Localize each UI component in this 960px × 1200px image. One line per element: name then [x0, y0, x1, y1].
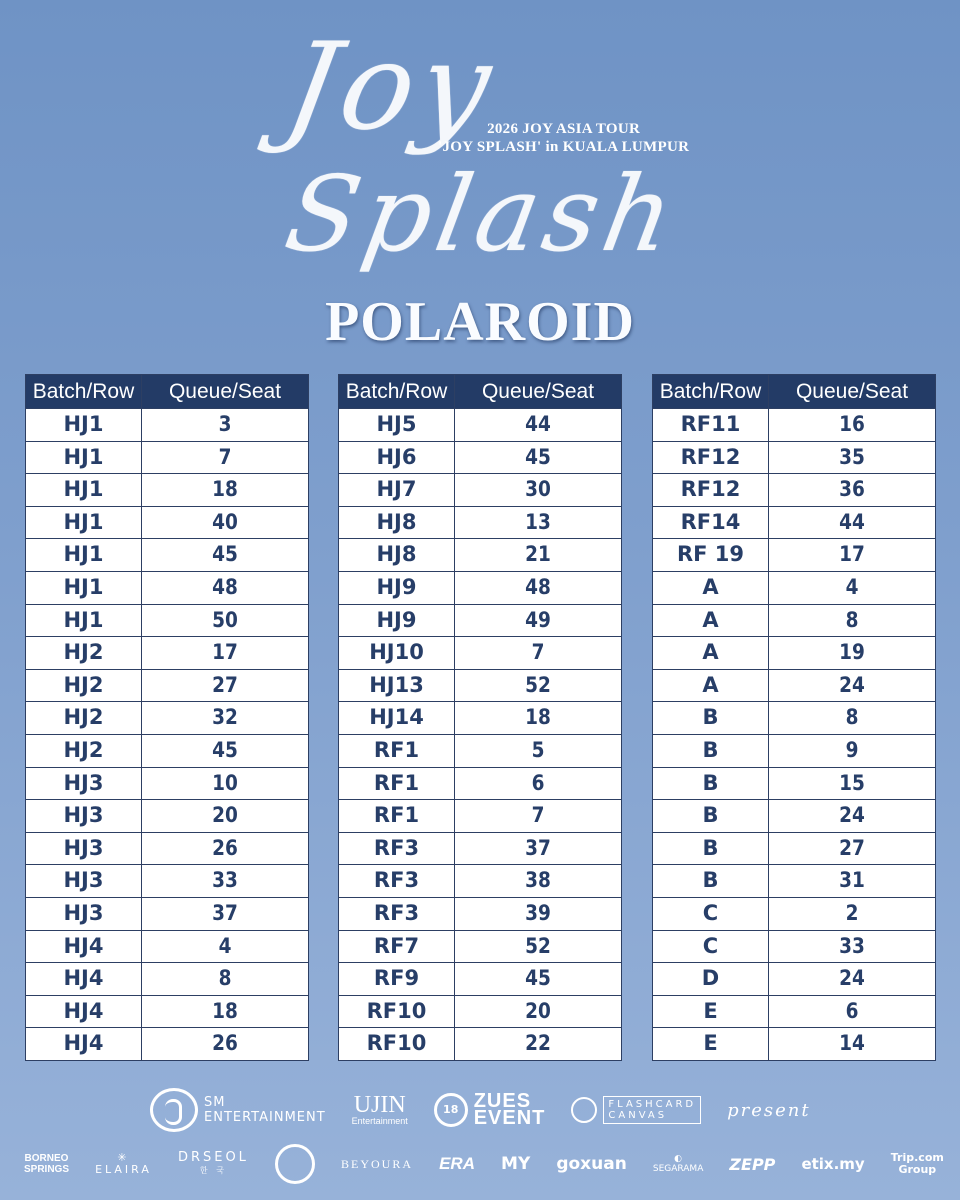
batch-row-cell: HJ9	[339, 572, 455, 604]
queue-seat-cell: 3	[218, 412, 232, 436]
table-row	[653, 734, 935, 767]
queue-seat-cell: 45	[525, 444, 551, 469]
queue-seat-cell: 16	[839, 412, 865, 436]
queue-seat-cell: 18	[212, 998, 238, 1023]
queue-seat-header: Queue/Seat	[795, 380, 909, 403]
sponsor-row-1	[150, 1082, 830, 1138]
borneo-line-1: BORNEO	[24, 1153, 69, 1164]
drseol-logo	[178, 1151, 249, 1177]
queue-seat-cell: 52	[525, 672, 551, 697]
batch-row-cell: RF1	[339, 800, 455, 832]
batch-row-cell: HJ1	[26, 442, 142, 474]
tour-line-2: 'JOY SPLASH' in KUALA LUMPUR	[438, 139, 690, 155]
table-row	[26, 408, 308, 441]
borneo-line-2: SPRINGS	[24, 1164, 70, 1175]
queue-seat-cell: 45	[525, 966, 551, 991]
table-row	[26, 669, 308, 702]
trip-line-1: Trip.com	[890, 1151, 944, 1164]
table-body	[26, 408, 308, 1060]
queue-seat-cell: 8	[218, 966, 232, 991]
batch-row-cell: HJ1	[26, 572, 142, 604]
flash-line-2: CANVAS	[608, 1110, 668, 1121]
batch-row-cell: HJ10	[339, 637, 455, 669]
table-row	[26, 832, 308, 865]
ujin-text: UJIN	[353, 1092, 406, 1118]
sm-icon	[150, 1088, 198, 1132]
batch-row-cell: B	[653, 800, 769, 832]
page-title: POLAROID	[325, 291, 635, 353]
table-row	[26, 538, 308, 571]
queue-seat-cell: 7	[218, 444, 232, 469]
batch-row-cell: C	[653, 931, 769, 963]
batch-row-cell: RF3	[339, 865, 455, 897]
joy-logo-text: Joy	[275, 18, 507, 157]
queue-seat-cell: 48	[212, 574, 238, 599]
table-row	[26, 995, 308, 1028]
batch-row-cell: RF10	[339, 996, 455, 1028]
table-row	[339, 897, 621, 930]
batch-row-cell: HJ2	[26, 670, 142, 702]
table-row	[339, 832, 621, 865]
borneo-springs-logo	[24, 1153, 69, 1175]
queue-seat-cell: 37	[525, 835, 551, 860]
queue-seat-cell: 27	[212, 672, 238, 697]
table-body	[653, 408, 935, 1060]
queue-seat-cell: 2	[845, 900, 859, 925]
drseol-subtext: 한 국	[199, 1166, 227, 1175]
batch-row-cell: HJ3	[26, 833, 142, 865]
table-row	[339, 441, 621, 474]
tour-subtitle	[438, 120, 689, 156]
zues-event-logo	[434, 1090, 546, 1129]
queue-seat-cell: 6	[845, 998, 859, 1023]
batch-row-cell: HJ8	[339, 539, 455, 571]
table-row	[653, 701, 935, 734]
splash-logo-text: Splash	[277, 153, 689, 275]
flame-icon	[571, 1097, 597, 1123]
table-row	[26, 930, 308, 963]
queue-seat-cell: 52	[525, 933, 551, 958]
batch-row-cell: A	[653, 605, 769, 637]
queue-seat-cell: 24	[839, 803, 865, 828]
table-row	[339, 767, 621, 800]
batch-row-cell: HJ2	[26, 735, 142, 767]
batch-row-cell: RF1	[339, 735, 455, 767]
batch-row-cell: HJ3	[26, 898, 142, 930]
table-row	[339, 864, 621, 897]
table-row	[653, 636, 935, 669]
queue-seat-cell: 44	[525, 412, 551, 436]
table-row	[26, 701, 308, 734]
queue-seat-cell: 17	[212, 640, 238, 665]
queue-seat-cell: 14	[839, 1031, 865, 1056]
my-logo: MY	[501, 1154, 531, 1174]
batch-row-cell: RF12	[653, 474, 769, 506]
queue-seat-cell: 5	[531, 737, 545, 762]
table-row	[26, 799, 308, 832]
batch-row-header: Batch/Row	[339, 375, 455, 408]
table-row	[339, 995, 621, 1028]
queue-seat-cell: 9	[845, 737, 859, 762]
table-row	[26, 767, 308, 800]
table-row	[339, 473, 621, 506]
queue-seat-cell: 8	[845, 705, 859, 730]
queue-seat-cell: 4	[845, 574, 859, 599]
table-row	[653, 767, 935, 800]
batch-row-cell: HJ1	[26, 539, 142, 571]
batch-row-cell: D	[653, 963, 769, 995]
table-row	[653, 799, 935, 832]
queue-seat-cell: 18	[212, 477, 238, 502]
table-row	[653, 571, 935, 604]
batch-row-cell: HJ4	[26, 1028, 142, 1060]
table-row	[339, 571, 621, 604]
queue-seat-cell: 20	[525, 998, 551, 1023]
sega-text: SEGARAMA	[652, 1164, 704, 1174]
table-row	[339, 604, 621, 637]
batch-row-cell: HJ2	[26, 637, 142, 669]
era-logo: ERA	[439, 1154, 475, 1173]
batch-row-cell: HJ4	[26, 963, 142, 995]
zues-line-1: ZUES	[473, 1090, 532, 1112]
present-text: present	[727, 1099, 811, 1121]
queue-seat-header: Queue/Seat	[168, 380, 282, 403]
table-row	[339, 962, 621, 995]
table-header	[26, 375, 308, 408]
elaira-logo: ✳ ELAIRA	[95, 1151, 152, 1176]
queue-seat-cell: 26	[212, 835, 238, 860]
table-row	[339, 930, 621, 963]
batch-row-cell: RF10	[339, 1028, 455, 1060]
ujin-subtext: Entertainment	[351, 1116, 408, 1126]
table-row	[653, 1027, 935, 1060]
table-row	[339, 1027, 621, 1060]
batch-row-cell: A	[653, 670, 769, 702]
queue-seat-cell: 33	[212, 868, 238, 893]
queue-seat-cell: 7	[531, 640, 545, 665]
batch-row-cell: HJ4	[26, 931, 142, 963]
zepp-logo: ZEPP	[729, 1154, 776, 1174]
queue-seat-cell: 33	[839, 933, 865, 958]
tour-line-1: 2026 JOY ASIA TOUR	[487, 121, 641, 137]
queue-seat-cell: 19	[839, 640, 865, 665]
table-row	[26, 506, 308, 539]
queue-seat-cell: 10	[212, 770, 238, 795]
sm-line-2: ENTERTAINMENT	[204, 1110, 326, 1125]
table-row	[339, 734, 621, 767]
table-row	[653, 604, 935, 637]
flashcard-canvas-logo	[571, 1096, 701, 1124]
batch-row-cell: HJ1	[26, 507, 142, 539]
batch-row-cell: RF3	[339, 833, 455, 865]
ujin-logo	[352, 1094, 408, 1126]
table-row	[653, 506, 935, 539]
table-row	[339, 669, 621, 702]
queue-seat-cell: 7	[531, 803, 545, 828]
queue-seat-cell: 49	[525, 607, 551, 632]
queue-seat-header: Queue/Seat	[481, 380, 595, 403]
queue-seat-cell: 38	[525, 868, 551, 893]
table-row	[339, 538, 621, 571]
batch-row-cell: HJ7	[339, 474, 455, 506]
queue-seat-cell: 24	[839, 966, 865, 991]
queue-seat-cell: 31	[839, 868, 865, 893]
table-row	[653, 408, 935, 441]
queue-seat-cell: 4	[218, 933, 232, 958]
queue-seat-cell: 8	[845, 607, 859, 632]
batch-row-cell: HJ2	[26, 702, 142, 734]
queue-seat-cell: 13	[525, 509, 551, 534]
sm-entertainment-logo	[150, 1088, 326, 1132]
queue-seat-cell: 37	[212, 900, 238, 925]
batch-row-header: Batch/Row	[26, 375, 142, 408]
emblem-icon	[275, 1144, 315, 1184]
goxuan-logo: goxuan	[556, 1154, 627, 1174]
table-row	[26, 962, 308, 995]
queue-seat-cell: 50	[212, 607, 238, 632]
trip-line-2: Group	[898, 1163, 937, 1176]
batch-row-cell: B	[653, 702, 769, 734]
sponsor-row-2	[24, 1142, 944, 1186]
table-row	[339, 408, 621, 441]
polaroid-table-2	[338, 374, 622, 1061]
table-row	[653, 538, 935, 571]
batch-row-cell: E	[653, 996, 769, 1028]
batch-row-cell: A	[653, 572, 769, 604]
batch-row-cell: HJ1	[26, 474, 142, 506]
batch-row-cell: HJ6	[339, 442, 455, 474]
table-row	[339, 506, 621, 539]
table-row	[26, 734, 308, 767]
queue-seat-cell: 44	[839, 509, 865, 534]
queue-seat-cell: 39	[525, 900, 551, 925]
queue-seat-cell: 22	[525, 1031, 551, 1056]
batch-row-cell: HJ3	[26, 768, 142, 800]
segarama-logo: ◐ SEGARAMA	[652, 1154, 704, 1174]
table-row	[653, 864, 935, 897]
drseol-text: DRSEOL	[177, 1150, 249, 1165]
queue-seat-cell: 21	[525, 542, 551, 567]
batch-row-cell: RF11	[653, 409, 769, 441]
batch-row-cell: B	[653, 833, 769, 865]
queue-seat-cell: 32	[212, 705, 238, 730]
batch-row-cell: HJ1	[26, 409, 142, 441]
batch-row-cell: HJ5	[339, 409, 455, 441]
queue-seat-cell: 27	[839, 835, 865, 860]
polaroid-table-1	[25, 374, 309, 1061]
batch-row-cell: HJ1	[26, 605, 142, 637]
table-row	[653, 473, 935, 506]
queue-seat-cell: 40	[212, 509, 238, 534]
table-row	[26, 473, 308, 506]
queue-seat-cell: 30	[525, 477, 551, 502]
table-row	[26, 441, 308, 474]
queue-seat-cell: 15	[839, 770, 865, 795]
queue-seat-cell: 36	[839, 477, 865, 502]
sm-line-1: SM	[204, 1095, 226, 1110]
table-row	[653, 832, 935, 865]
batch-row-cell: HJ14	[339, 702, 455, 734]
batch-row-cell: B	[653, 768, 769, 800]
batch-row-cell: HJ8	[339, 507, 455, 539]
table-row	[26, 604, 308, 637]
calendar-icon: 18	[434, 1093, 468, 1127]
batch-row-cell: RF9	[339, 963, 455, 995]
table-row	[653, 995, 935, 1028]
flash-line-1: FLASHCARD	[608, 1099, 697, 1110]
queue-seat-cell: 20	[212, 803, 238, 828]
table-row	[26, 864, 308, 897]
batch-row-cell: RF3	[339, 898, 455, 930]
queue-seat-cell: 18	[525, 705, 551, 730]
queue-seat-cell: 48	[525, 574, 551, 599]
batch-row-cell: HJ13	[339, 670, 455, 702]
table-header	[653, 375, 935, 408]
table-row	[26, 636, 308, 669]
batch-row-cell: HJ4	[26, 996, 142, 1028]
etix-logo: etix.my	[801, 1155, 865, 1173]
table-row	[653, 962, 935, 995]
batch-row-cell: RF1	[339, 768, 455, 800]
batch-row-cell: RF7	[339, 931, 455, 963]
queue-seat-cell: 45	[212, 737, 238, 762]
trip-com-logo	[891, 1152, 944, 1176]
queue-seat-cell: 24	[839, 672, 865, 697]
queue-seat-cell: 26	[212, 1031, 238, 1056]
beyoura-logo: BEYOURA	[341, 1156, 414, 1171]
queue-seat-cell: 6	[531, 770, 545, 795]
table-row	[26, 1027, 308, 1060]
table-row	[653, 441, 935, 474]
table-header	[339, 375, 621, 408]
table-row	[339, 636, 621, 669]
batch-row-cell: B	[653, 865, 769, 897]
table-row	[26, 897, 308, 930]
zues-line-2: EVENT	[473, 1107, 546, 1129]
polaroid-table-3	[652, 374, 936, 1061]
batch-row-cell: HJ3	[26, 800, 142, 832]
queue-seat-cell: 35	[839, 444, 865, 469]
batch-row-cell: RF14	[653, 507, 769, 539]
batch-row-cell: HJ3	[26, 865, 142, 897]
batch-row-cell: E	[653, 1028, 769, 1060]
elaira-text: ELAIRA	[95, 1163, 152, 1176]
batch-row-cell: C	[653, 898, 769, 930]
batch-row-cell: B	[653, 735, 769, 767]
batch-row-cell: RF 19	[653, 539, 769, 571]
table-row	[26, 571, 308, 604]
batch-row-cell: A	[653, 637, 769, 669]
table-row	[653, 897, 935, 930]
batch-row-header: Batch/Row	[653, 375, 769, 408]
table-row	[339, 701, 621, 734]
batch-row-cell: HJ9	[339, 605, 455, 637]
table-body	[339, 408, 621, 1060]
table-row	[653, 669, 935, 702]
table-row	[653, 930, 935, 963]
queue-seat-cell: 17	[839, 542, 865, 567]
batch-row-cell: RF12	[653, 442, 769, 474]
queue-seat-cell: 45	[212, 542, 238, 567]
table-row	[339, 799, 621, 832]
